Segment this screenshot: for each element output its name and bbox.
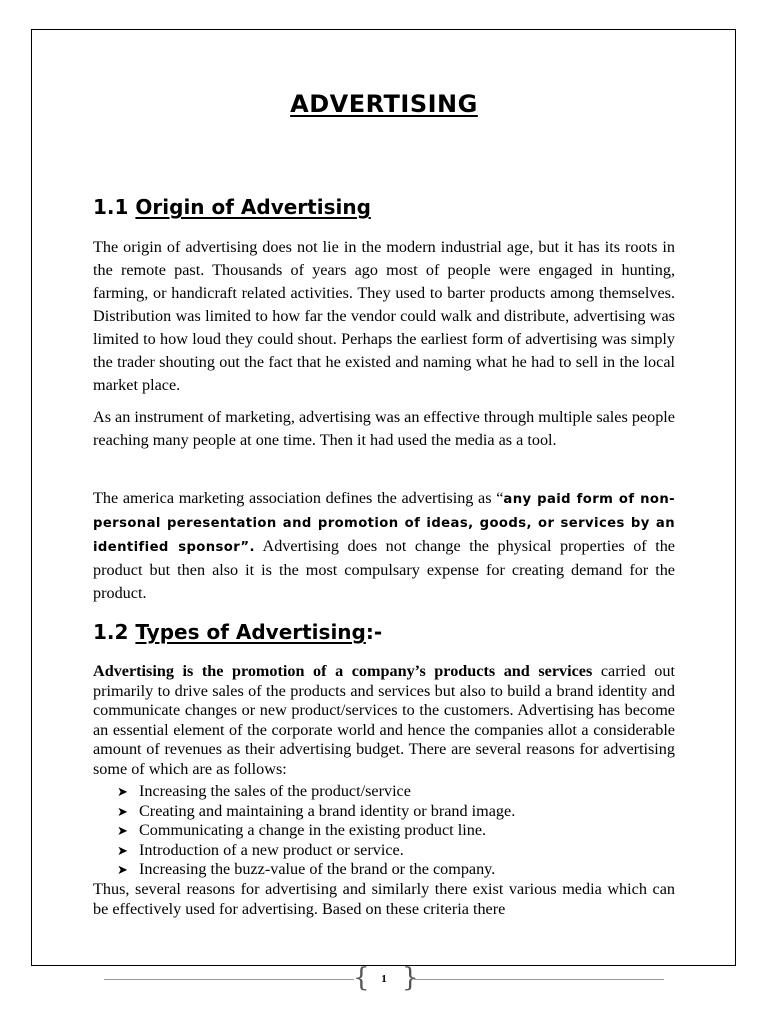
- section-title: Types of Advertising: [135, 620, 366, 644]
- paragraph-origin-2: As an instrument of marketing, advertising was an effective through multiple sales people reaching many people at one time. Then it had used the media as a tool.: [93, 408, 675, 449]
- document-title: ADVERTISING: [290, 90, 478, 118]
- arrow-bullet-icon: ➤: [117, 862, 128, 877]
- definition-rest: Advertising does not change the physical properties of the product but then also it is the most compulsary expense for creating demand for the product.: [93, 537, 675, 602]
- section-title: Origin of Advertising: [135, 195, 371, 219]
- paragraph-body: carried out primarily to drive sales of the products and services but also to build a brand identity and communicate changes or new product/services to the customers. Advertising has become an essential element of the corporate world and hence the companies allot a considerable amount of revenues as their advertising budget. There are several reasons for advertising some of which are as follows:: [93, 662, 675, 778]
- footer-rule-right: [414, 979, 664, 980]
- definition-quote: any paid form of non-personal peresentation and promotion of ideas, goods, or services by an identified sponsor”.: [93, 492, 675, 555]
- definition-intro: The america marketing association defines the advertising as “: [93, 489, 504, 507]
- paragraph-origin-3: [93, 487, 675, 605]
- arrow-bullet-icon: ➤: [117, 823, 128, 838]
- arrow-bullet-icon: ➤: [117, 784, 128, 799]
- right-brace-icon: }: [402, 963, 419, 993]
- list-item: ➤ Increasing the buzz-value of the brand or the company.: [117, 860, 496, 878]
- footer-rule-left: [104, 979, 354, 980]
- page-number: 1: [381, 973, 387, 985]
- section-number: 1.1: [93, 195, 129, 219]
- section-heading-types: [93, 620, 382, 644]
- paragraph-lead: Advertising is the promotion of a company’s products and services: [93, 662, 593, 680]
- section-title-suffix: :-: [365, 620, 383, 644]
- list-item: ➤ Introduction of a new product or service.: [117, 840, 404, 859]
- left-brace-icon: {: [353, 963, 370, 993]
- paragraph-types-1: [93, 662, 675, 779]
- list-item: ➤ Creating and maintaining a brand identity or brand image.: [117, 801, 516, 820]
- arrow-bullet-icon: ➤: [117, 842, 128, 858]
- paragraph-origin-1: The origin of advertising does not lie in the modern industrial age, but it has its roots in the remote past. Thousands of years ago most of people were engaged in hunting, farming, or handicraft related activities. They used to barter products among themselves. Distribution was limited to how far the vendor could walk and distribute, advertising was limited to how loud they could shout. Perhaps the earliest form of advertising was simply the trader shouting out the fact that he existed and naming what he had to sell in the local market place.: [93, 238, 675, 394]
- arrow-bullet-icon: ➤: [117, 803, 128, 819]
- list-item: ➤ Communicating a change in the existing product line.: [117, 821, 487, 839]
- reasons-list: [117, 782, 515, 880]
- section-number: 1.2: [93, 620, 129, 644]
- list-item: ➤ Increasing the sales of the product/service: [117, 782, 411, 800]
- paragraph-types-2: Thus, several reasons for advertising and similarly there exist various media which can be effectively used for advertising. Based on these criteria there: [93, 880, 675, 918]
- section-heading-origin: [93, 195, 371, 219]
